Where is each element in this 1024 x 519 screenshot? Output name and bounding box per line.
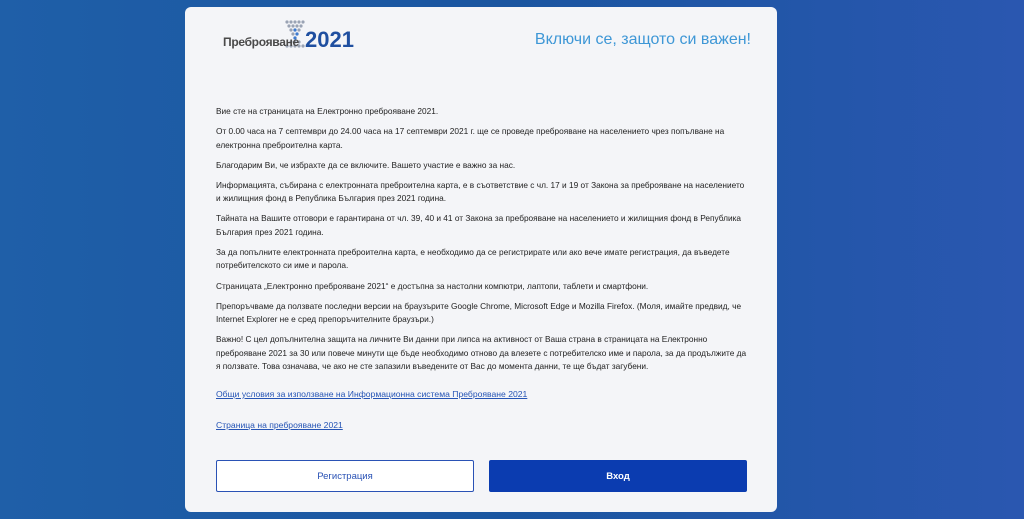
paragraph: Страницата „Електронно преброяване 2021“ е достъпна за настолни компютри, лаптопи, таблети и смартфони.: [216, 280, 649, 291]
logo-text: Преброяване: [223, 35, 299, 49]
slogan: Включи се, защото си важен!: [534, 31, 751, 48]
main-card: [185, 7, 777, 512]
paragraph: Информацията, събирана с електронната преброителна карта, е в съответствие с чл. 17 и 19 от Закона за преброяване на населението и жилищния фонд в Република България през 2021 година.: [216, 179, 745, 204]
paragraph: Тайната на Вашите отговори е гарантирана от чл. 39, 40 и 41 от Закона за преброяване на населението и жилищния фонд в Република България през 2021 година.: [216, 213, 742, 237]
paragraph: Благодарим Ви, че избрахте да се включите. Вашето участие е важно за нас.: [216, 159, 516, 170]
terms-link[interactable]: Общи условия за използване на Информационна система Преброяване 2021: [216, 389, 528, 399]
paragraph: От 0.00 часа на 7 септември до 24.00 часа на 17 септември 2021 г. ще се проведе преброяване на населението чрез попълване на електронна преброителна карта.: [216, 126, 725, 150]
census-page-link[interactable]: Страница на преброяване 2021: [216, 420, 343, 430]
paragraph: Препоръчваме да ползвате последни версии на браузърите Google Chrome, Microsoft Edge и Mozilla Firefox. (Моля, имайте предвид, че Internet Explorer не е сред препоръчителните браузъри.): [216, 300, 742, 325]
terms-link-wrapper: [216, 388, 750, 402]
intro-text: [216, 105, 750, 380]
census-logo: [223, 21, 354, 61]
logo-year: 2021: [305, 27, 354, 52]
census-page-link-wrapper: [216, 419, 750, 433]
login-button[interactable]: Вход: [489, 460, 747, 492]
paragraph: Важно! С цел допълнителна защита на личните Ви данни при липса на активност от Ваша страна в страницата на Електронно преброяване 2021 за 30 или повече минути ще бъде необходимо отново да влезете с потребителско име и парола, за да продължите да я ползвате. Това означава, че ако не сте запазили въведените от Вас до момента данни, те ще бъдат загубени.: [216, 334, 747, 372]
register-button[interactable]: Регистрация: [216, 460, 474, 492]
paragraph: Вие сте на страницата на Електронно преброяване 2021.: [216, 106, 439, 116]
paragraph: За да попълните електронната преброителна карта, е необходимо да се регистрирате или ако вече имате регистрация, да въведете потребителското си име и парола.: [216, 246, 730, 271]
